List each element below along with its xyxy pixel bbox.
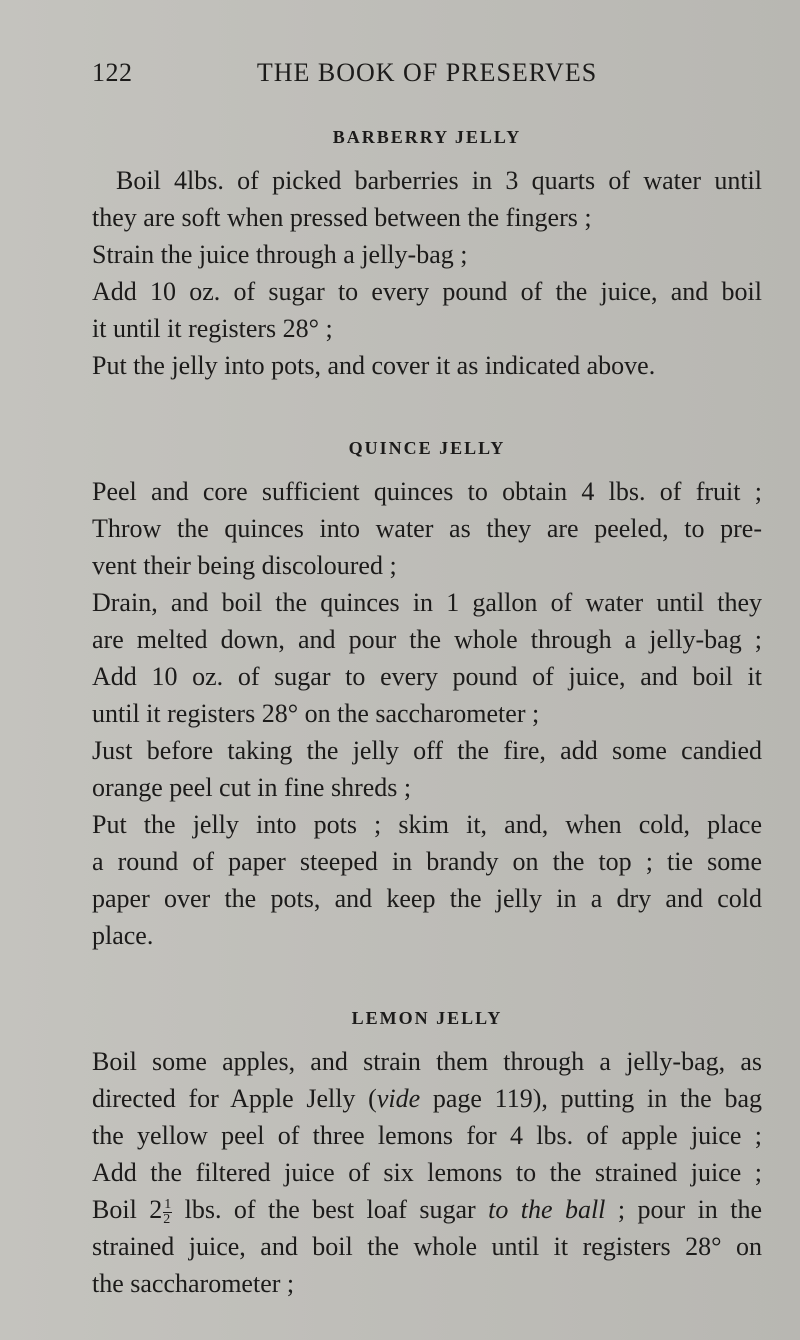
text-line: strained juice, and boil the whole until it registers 28° on [92,1232,762,1261]
recipe-lemon-jelly [92,1001,762,1302]
text-line: paper over the pots, and keep the jelly in a dry and cold [92,884,762,913]
text-line: a round of paper steeped in brandy on the top ; tie some [92,847,762,876]
text-run: ; pour in the [605,1195,762,1224]
text-line: Put the jelly into pots, and cover it as indicated above. [92,351,656,380]
text-line: orange peel cut in fine shreds ; [92,773,412,802]
text-run: lbs. of the best loaf sugar [172,1195,489,1224]
text-line: are melted down, and pour the whole through a jelly-bag ; [92,625,762,654]
text-run: page 119), putting in the bag [420,1084,762,1113]
text-line: Add 10 oz. of sugar to every pound of the juice, and boil [92,277,762,306]
text-line: Peel and core sufficient quinces to obtain 4 lbs. of fruit ; [92,477,762,506]
text-line [92,1080,762,1117]
page-number: 122 [92,58,133,87]
text-line: Add 10 oz. of sugar to every pound of juice, and boil it [92,662,762,691]
section-title: LEMON JELLY [351,1008,503,1028]
italic-text: vide [376,1084,421,1113]
text-line: vent their being discoloured ; [92,551,397,580]
text-line: it until it registers 28° ; [92,314,333,343]
text-run: directed for Apple Jelly ( [92,1084,377,1113]
text-line: Put the jelly into pots ; skim it, and, when cold, place [92,810,762,839]
page-content [92,120,762,1302]
italic-text: to the ball [488,1195,606,1224]
section-title: QUINCE JELLY [348,438,506,458]
recipe-barberry-jelly [92,120,762,384]
fraction-numerator: 1 [164,1196,172,1212]
text-line [92,1191,762,1228]
fraction-half [163,1198,172,1227]
text-line: Add the filtered juice of six lemons to the strained juice ; [92,1158,762,1187]
section-title: BARBERRY JELLY [332,127,522,147]
text-line: place. [92,921,154,950]
page-header [92,58,762,98]
text-line: Throw the quinces into water as they are peeled, to pre- [92,514,762,543]
text-line: Boil 4lbs. of picked barberries in 3 quarts of water until [116,166,762,195]
text-line: until it registers 28° on the saccharometer ; [92,699,540,728]
text-line: Boil some apples, and strain them through a jelly-bag, as [92,1047,762,1076]
text-line: Just before taking the jelly off the fire, add some candied [92,736,762,765]
text-line: Drain, and boil the quinces in 1 gallon of water until they [92,588,762,617]
text-line: they are soft when pressed between the fingers ; [92,203,592,232]
text-line: the yellow peel of three lemons for 4 lbs. of apple juice ; [92,1121,762,1150]
text-line: Strain the juice through a jelly-bag ; [92,240,468,269]
fraction-denominator: 2 [163,1211,171,1227]
text-run: Boil 2 [92,1195,163,1224]
text-line: the saccharometer ; [92,1269,295,1298]
recipe-quince-jelly [92,431,762,954]
running-title: THE BOOK OF PRESERVES [256,58,598,87]
